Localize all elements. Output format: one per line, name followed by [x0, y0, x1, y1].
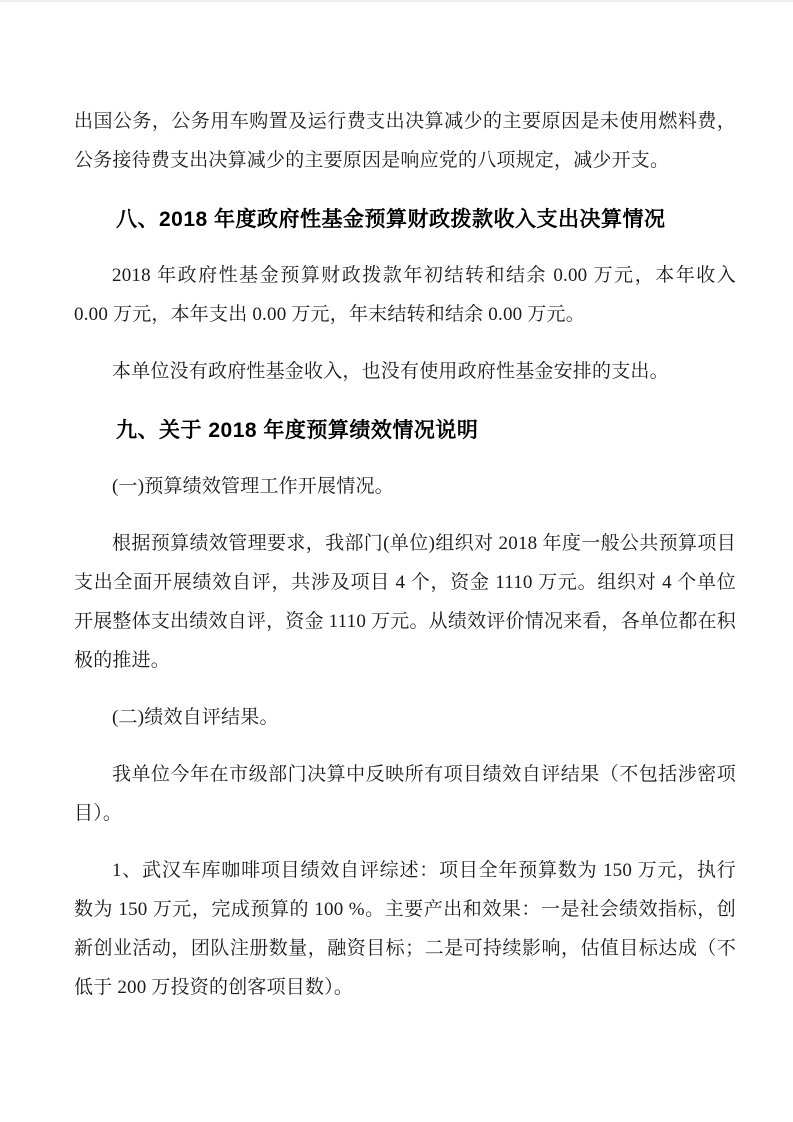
body-paragraph-subheading-2: (二)绩效自评结果。: [112, 707, 279, 728]
body-paragraph-fund-budget-figures: 2018 年政府性基金预算财政拨款年初结转和结余 0.00 万元，本年收入 0.00 万元，本年支出 0.00 万元，年末结转和结余 0.00 万元。: [74, 265, 736, 325]
body-paragraph-selfreview-results: 我单位今年在市级部门决算中反映所有项目绩效自评结果（不包括涉密项目）。: [74, 764, 736, 824]
body-paragraph-performance-selfreview: 根据预算绩效管理要求，我部门(单位)组织对 2018 年度一般公共预算项目支出全面开展绩效自评，共涉及项目 4 个，资金 1110 万元。组织对 4 个单位开展整体支出绩效自评，资金 1110 万元。从绩效评价情况来看，各单位都在积极的推进。: [74, 533, 736, 671]
body-paragraph-no-fund-income: 本单位没有政府性基金收入，也没有使用政府性基金安排的支出。: [112, 361, 669, 382]
body-paragraph-continuation: 出国公务，公务用车购置及运行费支出决算减少的主要原因是未使用燃料费，公务接待费支出决算减少的主要原因是响应党的八项规定，减少开支。: [74, 111, 736, 171]
body-paragraph-project-1-summary: 1、武汉车库咖啡项目绩效自评综述：项目全年预算数为 150 万元，执行数为 150 万元，完成预算的 100 %。主要产出和效果：一是社会绩效指标，创新创业活动，团队注册数量，融资目标；二是可持续影响，估值目标达成（不低于 200 万投资的创客项目数）。: [74, 860, 736, 998]
section-heading-9: 九、关于 2018 年度预算绩效情况说明: [116, 419, 479, 442]
body-paragraph-subheading-1: (一)预算绩效管理工作开展情况。: [112, 476, 394, 497]
section-heading-8: 八、2018 年度政府性基金预算财政拨款收入支出决算情况: [116, 208, 666, 231]
